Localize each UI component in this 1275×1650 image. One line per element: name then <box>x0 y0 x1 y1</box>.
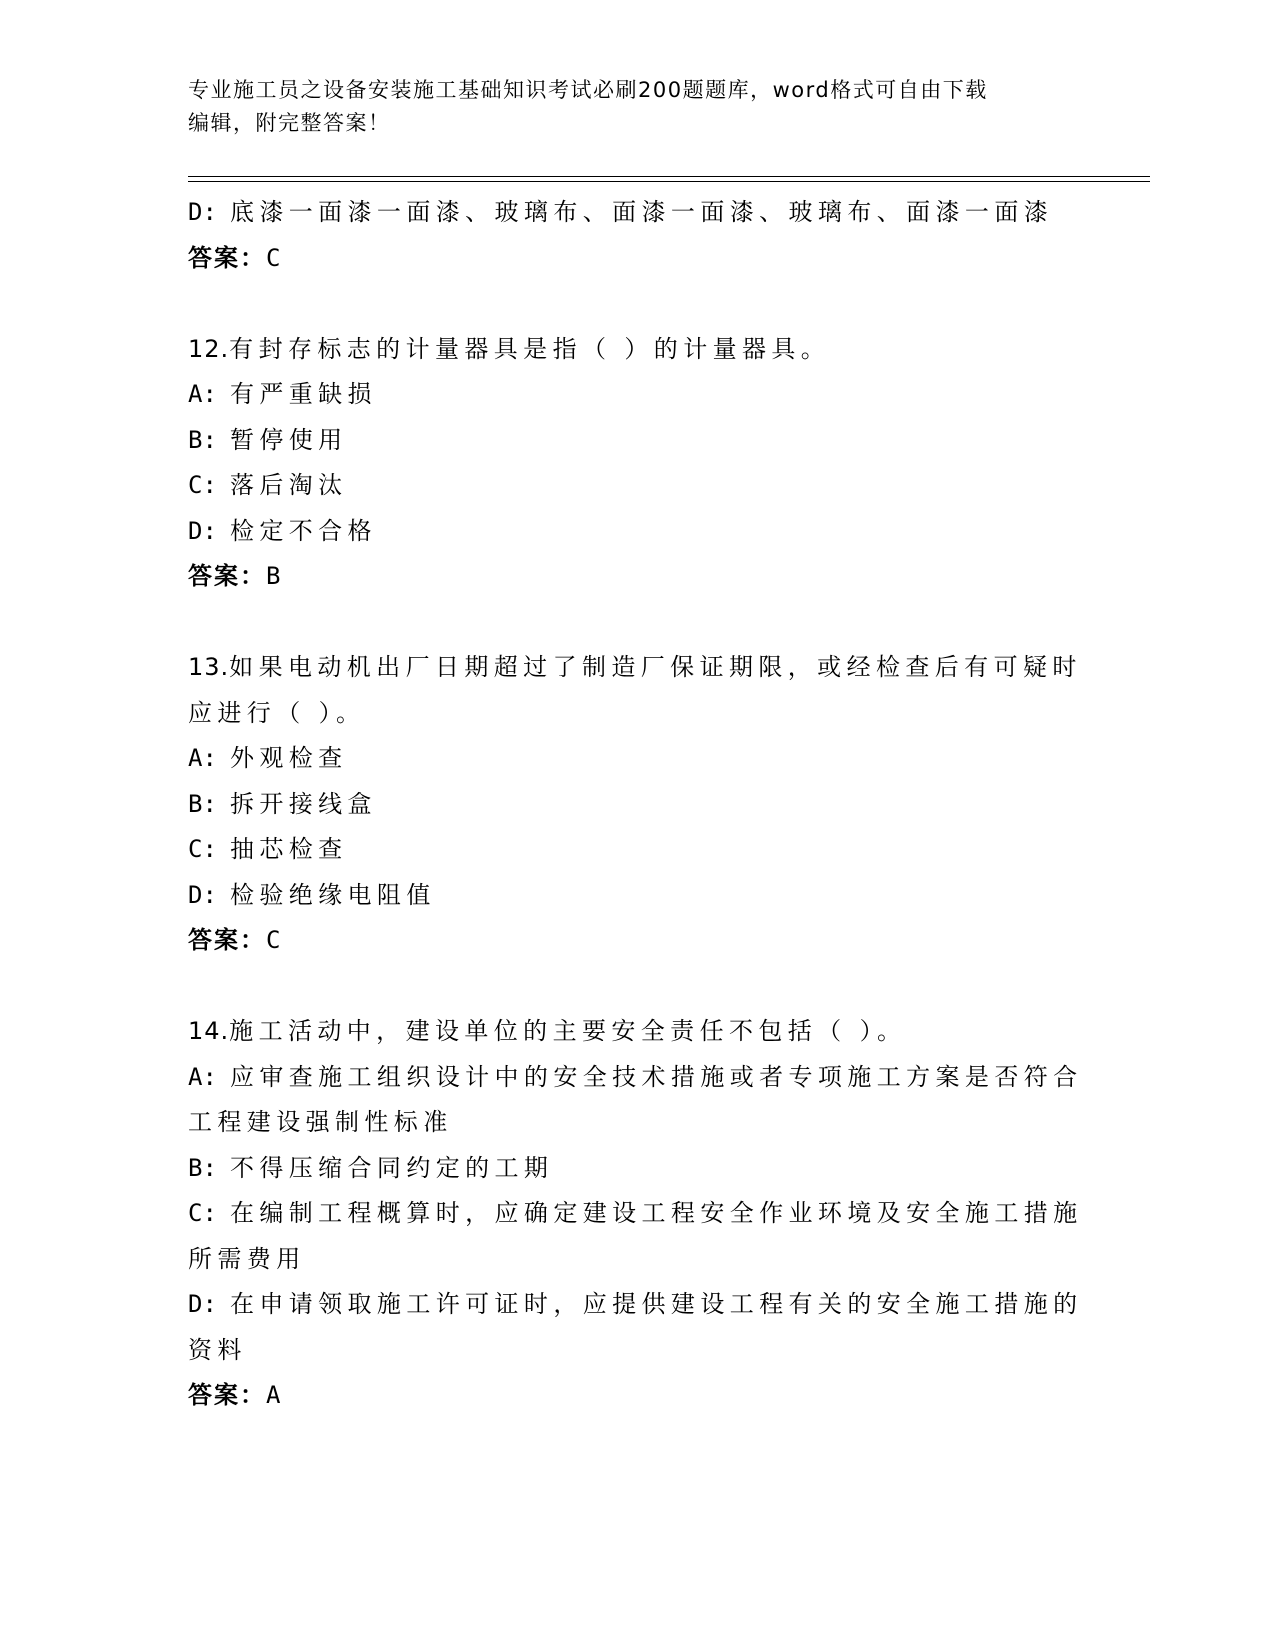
option-letter: B: <box>188 1153 217 1182</box>
question-12 <box>188 327 1088 600</box>
option-text: 检定不合格 <box>229 516 377 545</box>
option-letter: A: <box>188 744 217 772</box>
question-stem-continued: 应进行（ ）。 <box>188 698 366 727</box>
answer <box>188 1373 1088 1419</box>
answer-label: 答案： <box>188 243 266 272</box>
spacer <box>188 281 1088 327</box>
option-d-continued: 资料 <box>188 1335 247 1364</box>
answer-label: 答案： <box>188 1381 266 1409</box>
question-13 <box>188 645 1088 964</box>
question-stem-text: 施工活动中，建设单位的主要安全责任不包括（ ）。 <box>229 1017 907 1045</box>
option-a-continued: 工程建设强制性标准 <box>188 1108 453 1136</box>
option-letter: D: <box>188 1290 217 1318</box>
option-letter: D: <box>188 880 217 909</box>
option-letter: A: <box>188 1062 217 1091</box>
option-c-continued: 所需费用 <box>188 1244 306 1273</box>
question-stem-text: 有封存标志的计量器具是指（ ）的计量器具。 <box>229 334 831 363</box>
option-c <box>188 463 1088 509</box>
option-letter: C: <box>188 835 217 863</box>
answer-value: C <box>266 926 283 954</box>
option-a <box>188 1055 1088 1101</box>
answer-value: C <box>266 243 283 272</box>
document-header <box>188 74 1068 140</box>
header-rule-top <box>188 176 1150 177</box>
option-d <box>188 1282 1088 1328</box>
option-text: 不得压缩合同约定的工期 <box>229 1153 554 1182</box>
option-b <box>188 1146 1088 1192</box>
option-text: 在编制工程概算时，应确定建设工程安全作业环境及安全施工措施 <box>229 1199 1083 1227</box>
option-text: 外观检查 <box>229 744 348 772</box>
spacer <box>188 600 1088 646</box>
option-letter: A: <box>188 380 217 408</box>
option-d <box>188 509 1088 555</box>
answer <box>188 918 1088 964</box>
question-number: 13. <box>188 653 230 681</box>
question-stem <box>188 645 1088 691</box>
question-stem-text: 如果电动机出厂日期超过了制造厂保证期限，或经检查后有可疑时 <box>229 653 1082 681</box>
question-number: 14. <box>188 1017 230 1045</box>
answer <box>188 554 1088 600</box>
question-stem <box>188 327 1088 373</box>
question-number: 12. <box>188 334 230 363</box>
option-text: 在申请领取施工许可证时，应提供建设工程有关的安全施工措施的 <box>229 1290 1083 1318</box>
option-text: 检验绝缘电阻值 <box>229 880 436 909</box>
option-text: 落后淘汰 <box>229 471 348 499</box>
option-text: 拆开接线盒 <box>229 789 377 818</box>
question-14 <box>188 1009 1088 1419</box>
spacer <box>188 964 1088 1010</box>
question-content <box>188 190 1088 1419</box>
header-line-1: 专业施工员之设备安装施工基础知识考试必刷200题题库，word格式可自由下载 <box>188 78 988 102</box>
answer-value: B <box>266 562 283 590</box>
prev-answer <box>188 236 1088 282</box>
option-a <box>188 736 1088 782</box>
option-c <box>188 1191 1088 1237</box>
question-stem <box>188 1009 1088 1055</box>
option-b <box>188 418 1088 464</box>
option-letter: C: <box>188 471 217 499</box>
answer-value: A <box>266 1381 283 1409</box>
option-d <box>188 873 1088 919</box>
option-text: 抽芯检查 <box>229 835 348 863</box>
answer-label: 答案： <box>188 926 266 954</box>
option-c <box>188 827 1088 873</box>
option-b <box>188 782 1088 828</box>
option-text: 底漆一面漆一面漆、玻璃布、面漆一面漆、玻璃布、面漆一面漆 <box>229 198 1054 226</box>
header-line-2: 编辑，附完整答案！ <box>188 111 391 135</box>
option-letter: C: <box>188 1199 217 1227</box>
option-text: 有严重缺损 <box>229 380 377 408</box>
option-text: 应审查施工组织设计中的安全技术措施或者专项施工方案是否符合 <box>229 1062 1083 1091</box>
option-letter: B: <box>188 789 217 818</box>
prev-option-d <box>188 190 1088 236</box>
option-text: 暂停使用 <box>229 425 348 454</box>
option-letter: D: <box>188 198 217 226</box>
header-rule-bottom <box>188 181 1150 182</box>
option-letter: B: <box>188 425 217 454</box>
answer-label: 答案： <box>188 562 266 590</box>
option-a <box>188 372 1088 418</box>
option-letter: D: <box>188 516 217 545</box>
